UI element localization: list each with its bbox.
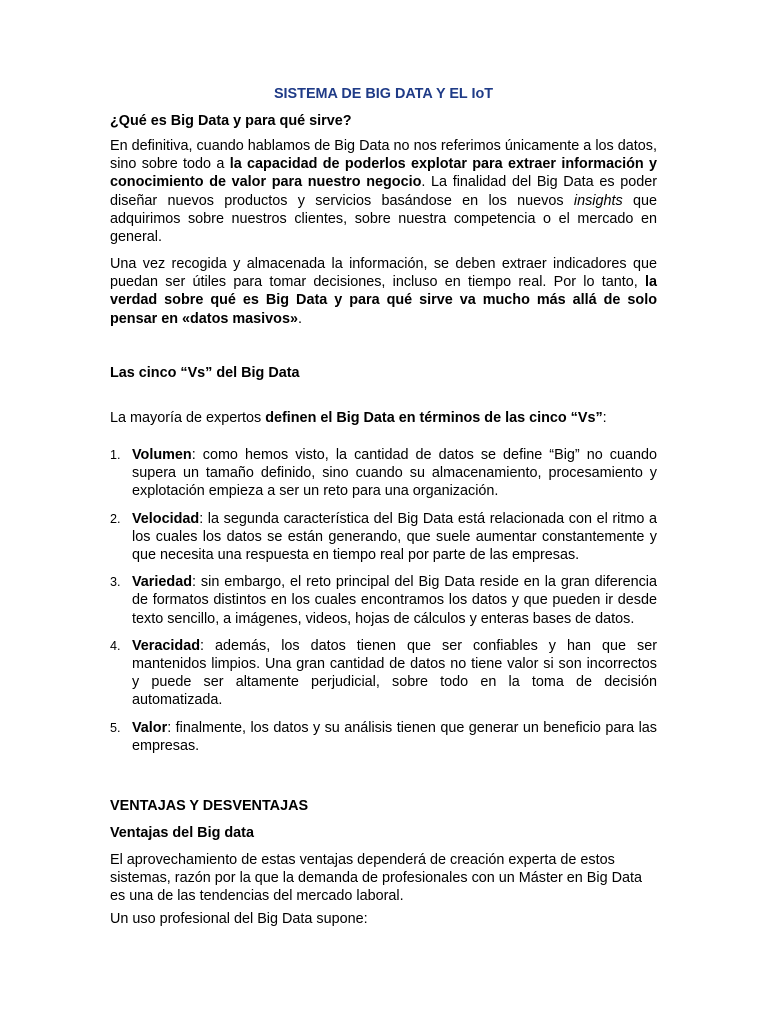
paragraph-text: . La finalidad del Big Data es poder diseñar nuevos productos y servicios basándose en los nuevos [110,174,657,209]
list-number: 5. [110,720,121,735]
paragraph-text: . [297,310,302,327]
paragraph-definicion [110,137,657,246]
paragraph-text: Una vez recogida y almacenada la información, se deben extraer indicadores que puedan ser útiles para tomar decisiones, incluso en tiempo real. Por lo tanto, [110,256,657,291]
paragraph-bold-text: la verdad sobre qué es Big Data y para qué sirve va mucho más allá de solo pensar en «datos masivos» [110,274,657,327]
list-number: 4. [110,638,121,653]
list-text: : finalmente, los datos y su análisis tienen que generar un beneficio para las empresas. [132,719,657,754]
cinco-vs-list [110,446,657,755]
list-number: 3. [110,575,121,590]
heading-ventajas-big-data: Ventajas del Big data [110,825,254,841]
list-number: 1. [110,448,121,462]
list-term: Veracidad [132,637,200,654]
paragraph-aprovechamiento: El aprovechamiento de estas ventajas dependerá de creación experta de estos sistemas, razón por la que la demanda de profesionales con un Máster en Big Data es una de las tendencias del mercado laboral. [110,852,642,905]
list-text: : la segunda característica del Big Data está relacionada con el ritmo a los cuales los datos se están generando, que suele aumentar constantemente y que necesita una respuesta en tiempo real por parte de las empresas. [132,510,657,564]
list-number: 2. [110,511,121,526]
paragraph-text: : [602,410,607,426]
list-term: Volumen [132,447,192,463]
list-term: Variedad [132,574,192,591]
heading-que-es-big-data: ¿Qué es Big Data y para qué sirve? [110,113,352,129]
list-item-valor [110,719,657,755]
paragraph-text: La mayoría de expertos [110,410,266,426]
paragraph-text: que adquirimos sobre nuestros clientes, sobre nuestra competencia o el mercado en general. [110,192,657,246]
paragraph-expertos [110,409,657,427]
list-term: Valor [132,719,168,736]
list-text: : además, los datos tienen que ser confiables y han que ser mantenidos limpios. Una gran cantidad de datos no tiene valor si son incorrectos y puede ser altamente perjudicial, sobre todo en la toma de decisión automatizada. [132,637,657,709]
list-term: Velocidad [132,510,200,527]
paragraph-text: En definitiva, cuando hablamos de Big Data no nos referimos únicamente a los datos, sino sobre todo a [110,138,657,173]
list-item-veracidad [110,637,657,710]
heading-cinco-vs: Las cinco “Vs” del Big Data [110,365,300,381]
list-item-volumen [110,446,657,501]
paragraph-bold-text: definen el Big Data en términos de las cinco “Vs” [265,410,603,426]
list-text: : sin embargo, el reto principal del Big Data reside en la gran diferencia de formatos distintos en los cuales encontramos los datos y que pueden ir desde texto sencillo, a imágenes, videos, hojas de cálculos y enteras bases de datos. [132,574,657,627]
paragraph-bold-text: la capacidad de poderlos explotar para extraer información y conocimiento de valor para nuestro negocio [110,156,657,191]
list-item-variedad [110,573,657,628]
paragraph-italic-text: insights [573,192,623,209]
list-text: : como hemos visto, la cantidad de datos se define “Big” no cuando supera un tamaño definido, sino cuando su almacenamiento, procesamiento y explotación empieza a ser un reto para una organización. [132,447,657,500]
paragraph-uso-profesional: Un uso profesional del Big Data supone: [110,911,368,927]
document-title: SISTEMA DE BIG DATA Y EL IoT [273,86,494,102]
paragraph-indicadores [110,255,657,328]
list-item-velocidad [110,510,657,565]
heading-ventajas-desventajas: VENTAJAS Y DESVENTAJAS [110,798,309,814]
